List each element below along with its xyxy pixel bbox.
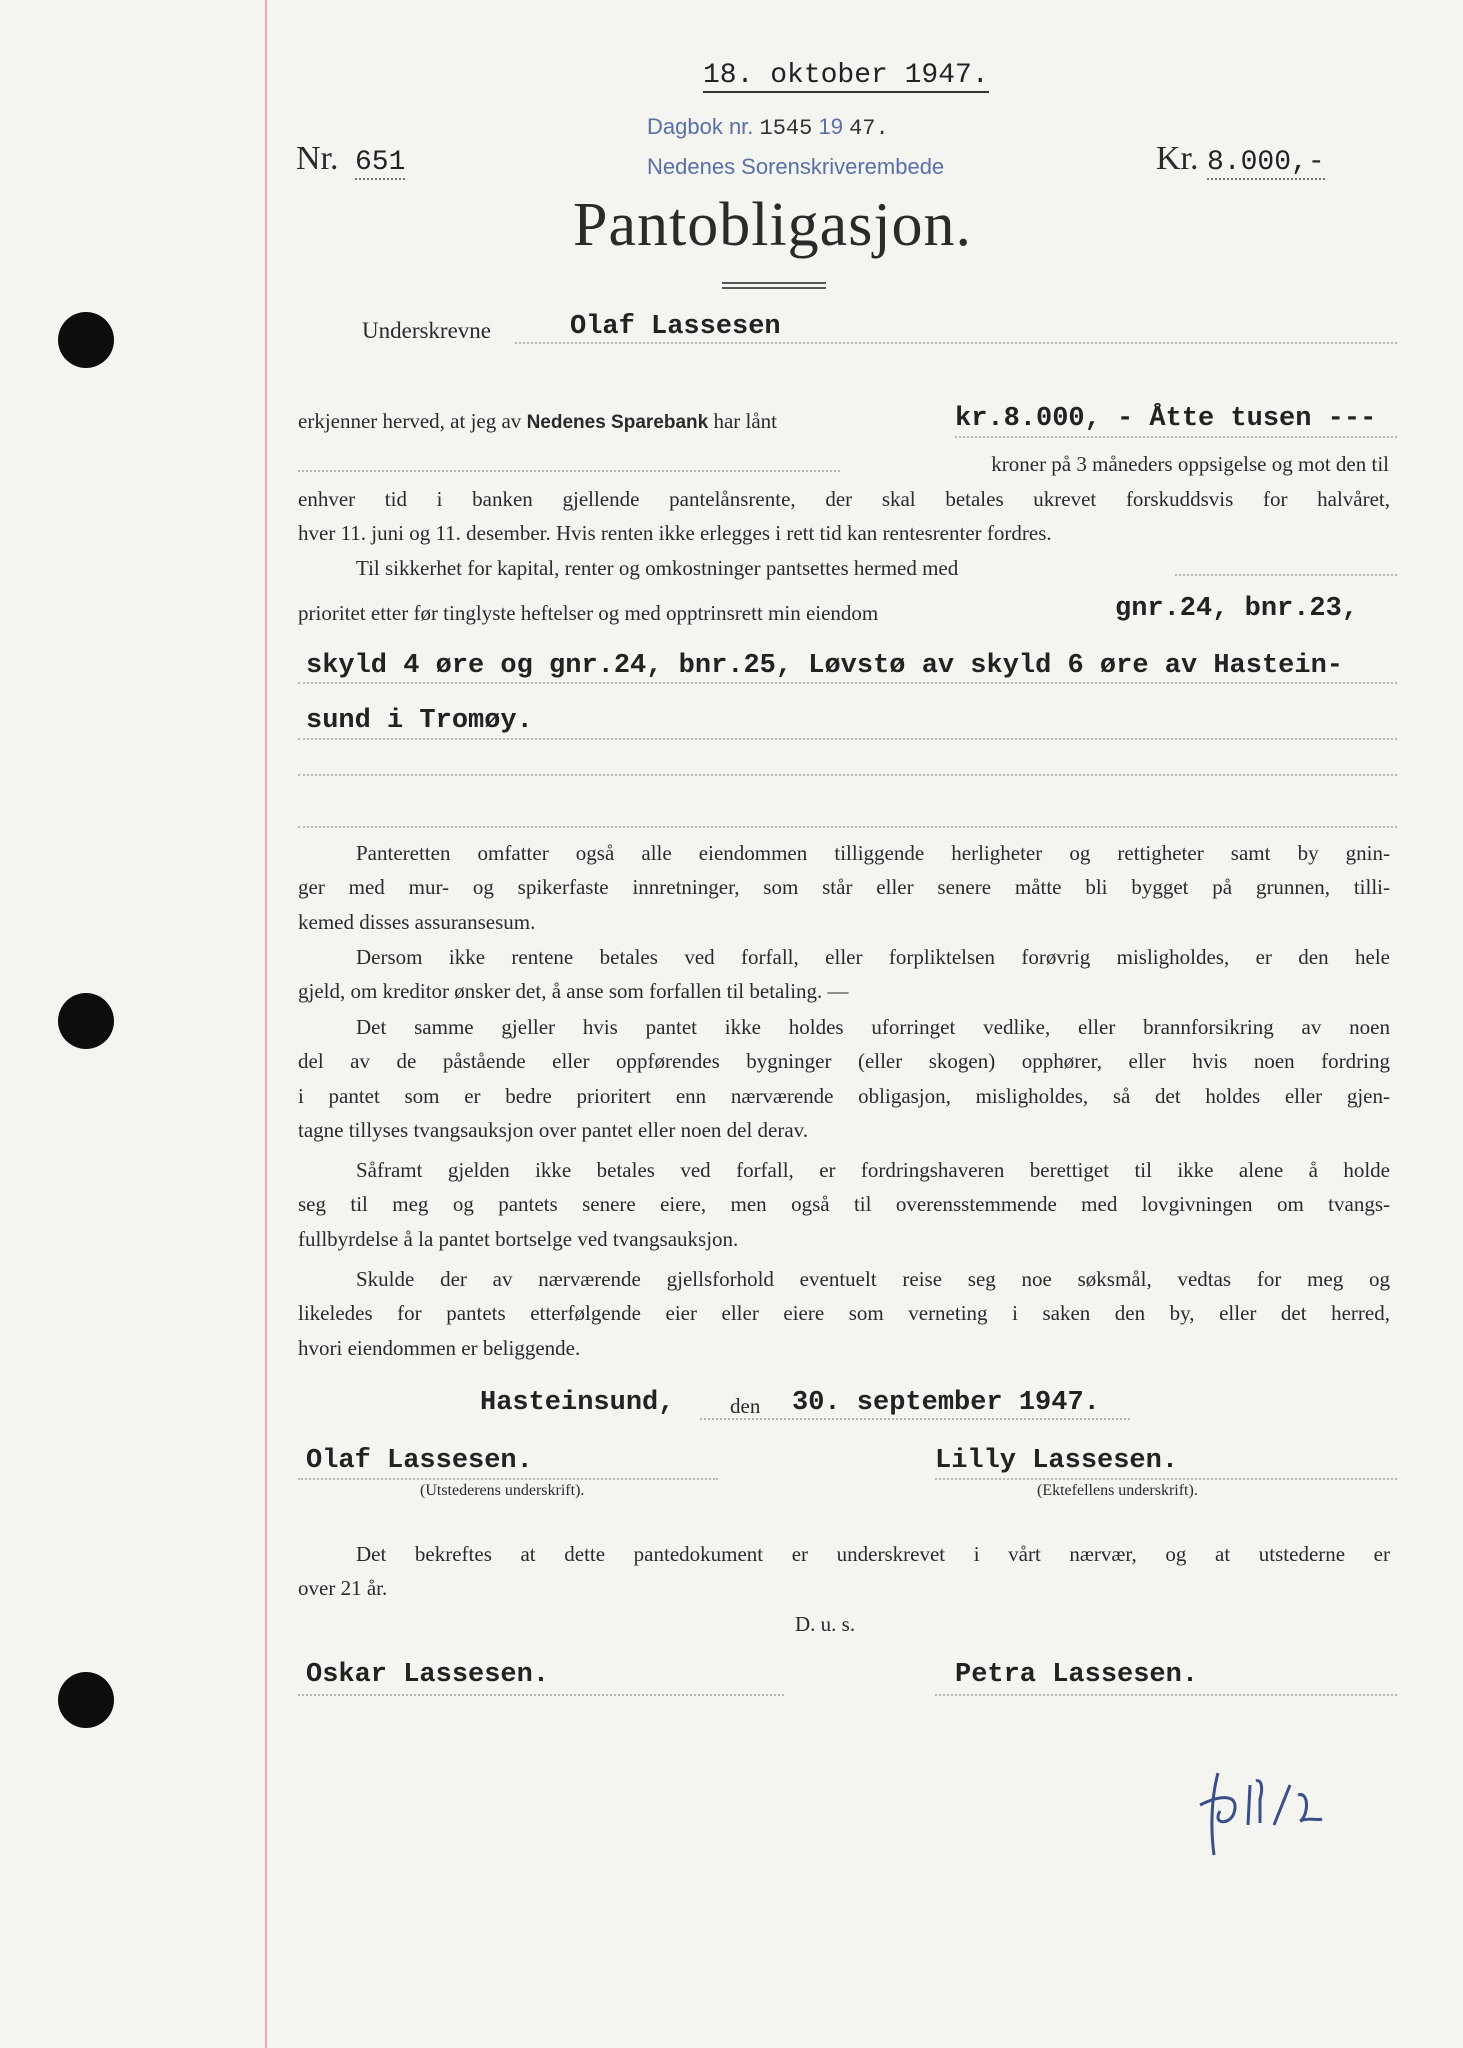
dotted-line — [298, 1478, 718, 1480]
dotted-line — [298, 1694, 784, 1696]
witness-2-signature: Petra Lassesen. — [955, 1660, 1199, 1690]
spouse-caption: (Ektefellens underskrift). — [1037, 1482, 1198, 1499]
punch-hole-middle — [58, 993, 114, 1049]
signing-place: Hasteinsund, — [480, 1388, 675, 1418]
witness-1-signature: Oskar Lassesen. — [306, 1660, 550, 1690]
dotted-line — [1175, 574, 1397, 576]
terms-paragraph-1 — [298, 836, 1390, 939]
paragraph-line: Skulde der av nærværende gjellsforhold eventuelt reise seg noe søksmål, vedtas for meg og — [356, 1267, 1390, 1291]
paragraph-line: seg til meg og pantets senere eiere, men også til overensstemmende med lovgivningen om tvangs- — [298, 1192, 1390, 1217]
debtor-name: Olaf Lassesen — [570, 312, 781, 342]
paragraph-line: Det samme gjeller hvis pantet ikke holdes uforringet vedlike, eller brannforsikring av noen — [356, 1015, 1390, 1039]
paragraph-line: ger med mur- og spikerfaste innretninger, som står eller senere måtte bli bygget på grunnen, tilli- — [298, 875, 1390, 900]
paragraph-line: likeledes for pantets etterfølgende eier eller eiere som verneting i saken den by, eller det herred, — [298, 1301, 1390, 1326]
dotted-line — [955, 436, 1397, 438]
amount-label: Kr. — [1156, 140, 1199, 177]
property-line-1: gnr.24, bnr.23, — [1115, 594, 1359, 624]
handwritten-initials — [1190, 1755, 1350, 1865]
attestation-line-1: Det bekreftes at dette pantedokument er underskrevet i vårt nærvær, og at utstederne er — [356, 1542, 1390, 1566]
dotted-line — [515, 342, 1397, 344]
terms-paragraph-5 — [298, 1262, 1390, 1365]
punch-hole-top — [58, 312, 114, 368]
initial-stroke — [1248, 1785, 1250, 1825]
terms-line-3: kroner på 3 måneders oppsigelse og mot den til — [991, 452, 1389, 476]
dotted-line — [298, 774, 1397, 776]
office-stamp: Nedenes Sorenskriverembede — [647, 154, 945, 179]
property-line-3: sund i Tromøy. — [306, 706, 533, 736]
dus: D. u. s. — [795, 1612, 856, 1636]
acknowledge-text: erkjenner herved, at jeg av — [298, 409, 522, 433]
bank-name: Nedenes Sparebank — [526, 412, 709, 433]
dagbok-label: Dagbok nr. — [647, 114, 754, 139]
acknowledge-line — [298, 409, 777, 434]
initial-stroke — [1274, 1785, 1290, 1825]
paragraph-line: i pantet som er bedre prioritert enn nærværende obligasjon, misligholdes, så det holdes eller gjen- — [298, 1083, 1390, 1108]
paragraph-line: del av de påstående eller oppførendes bygninger (eller skogen) opphører, eller hvis noen fordring — [298, 1049, 1390, 1074]
initial-stroke — [1200, 1798, 1235, 1822]
security-line-2: prioritet etter før tinglyste heftelser og med opptrinsrett min eiendom — [298, 601, 879, 625]
title-ornament — [722, 282, 826, 289]
registration-date: 18. oktober 1947. — [703, 60, 989, 91]
punch-hole-bottom — [58, 1672, 114, 1728]
signing-den: den — [730, 1394, 761, 1418]
dagbok-year-prefix: 19 — [818, 114, 843, 139]
dotted-line — [298, 738, 1397, 740]
nr-label: Nr. — [296, 140, 339, 177]
paragraph-line: gjeld, om kreditor ønsker det, å anse som forfallen til betaling. — — [298, 979, 849, 1004]
terms-paragraph-2 — [298, 940, 1390, 1009]
amount-header — [1156, 140, 1325, 178]
terms-paragraph-3 — [298, 1010, 1390, 1147]
paragraph-line: Dersom ikke rentene betales ved forfall, eller forpliktelsen forøvrig misligholdes, er den hele — [356, 945, 1390, 969]
property-line-2: skyld 4 øre og gnr.24, bnr.25, Løvstø av skyld 6 øre av Hastein- — [306, 651, 1343, 681]
dotted-line — [700, 1418, 1130, 1420]
terms-line-4: enhver tid i banken gjellende pantelånsrente, der skal betales ukrevet forskuddsvis for halvåret, — [298, 487, 1390, 511]
dotted-line — [298, 682, 1397, 684]
spouse-signature: Lilly Lassesen. — [935, 1446, 1179, 1476]
terms-line-5: hver 11. juni og 11. desember. Hvis renten ikke erlegges i rett tid kan rentesrenter fordres. — [298, 521, 1052, 545]
red-margin-line — [265, 0, 267, 2048]
issuer-caption: (Utstederens underskrift). — [420, 1482, 585, 1499]
dotted-line — [935, 1478, 1397, 1480]
dotted-line — [935, 1694, 1397, 1696]
dotted-line — [298, 470, 840, 472]
dagbok-stamp — [647, 114, 889, 141]
paragraph-line: Såframt gjelden ikke betales ved forfall, er fordringshaveren berettiget til ikke alene å holde — [356, 1158, 1390, 1182]
paragraph-line: Panteretten omfatter også alle eiendommen tilliggende herligheter og rettigheter samt by gnin- — [356, 841, 1390, 865]
dagbok-number: 1545 — [759, 116, 813, 141]
initial-stroke — [1298, 1795, 1322, 1821]
security-line-1: Til sikkerhet for kapital, renter og omkostninger pantsettes hermed med — [356, 556, 959, 580]
attestation-line-2: over 21 år. — [298, 1576, 388, 1600]
terms-paragraph-4 — [298, 1153, 1390, 1256]
paragraph-line: kemed disses assuransesum. — [298, 909, 536, 934]
borrowed-text: har lånt — [713, 409, 778, 433]
document-title: Pantobligasjon. — [573, 191, 973, 259]
document-number — [296, 140, 405, 178]
amount-value: 8.000,- — [1207, 147, 1325, 178]
undersigned-label: Underskrevne — [362, 318, 492, 343]
paragraph-line: fullbyrdelse å la pantet bortselge ved tvangsauksjon. — [298, 1226, 739, 1251]
issuer-signature: Olaf Lassesen. — [306, 1446, 533, 1476]
initial-stroke — [1256, 1781, 1262, 1823]
dotted-line — [298, 826, 1397, 828]
loan-amount: kr.8.000, - Åtte tusen --- — [955, 404, 1377, 434]
signing-date: 30. september 1947. — [792, 1388, 1100, 1418]
paragraph-line: hvori eiendommen er beliggende. — [298, 1335, 581, 1360]
paragraph-line: tagne tillyses tvangsauksjon over pantet eller noen del derav. — [298, 1117, 809, 1142]
nr-value: 651 — [355, 147, 406, 178]
dagbok-year: 47. — [849, 116, 889, 141]
